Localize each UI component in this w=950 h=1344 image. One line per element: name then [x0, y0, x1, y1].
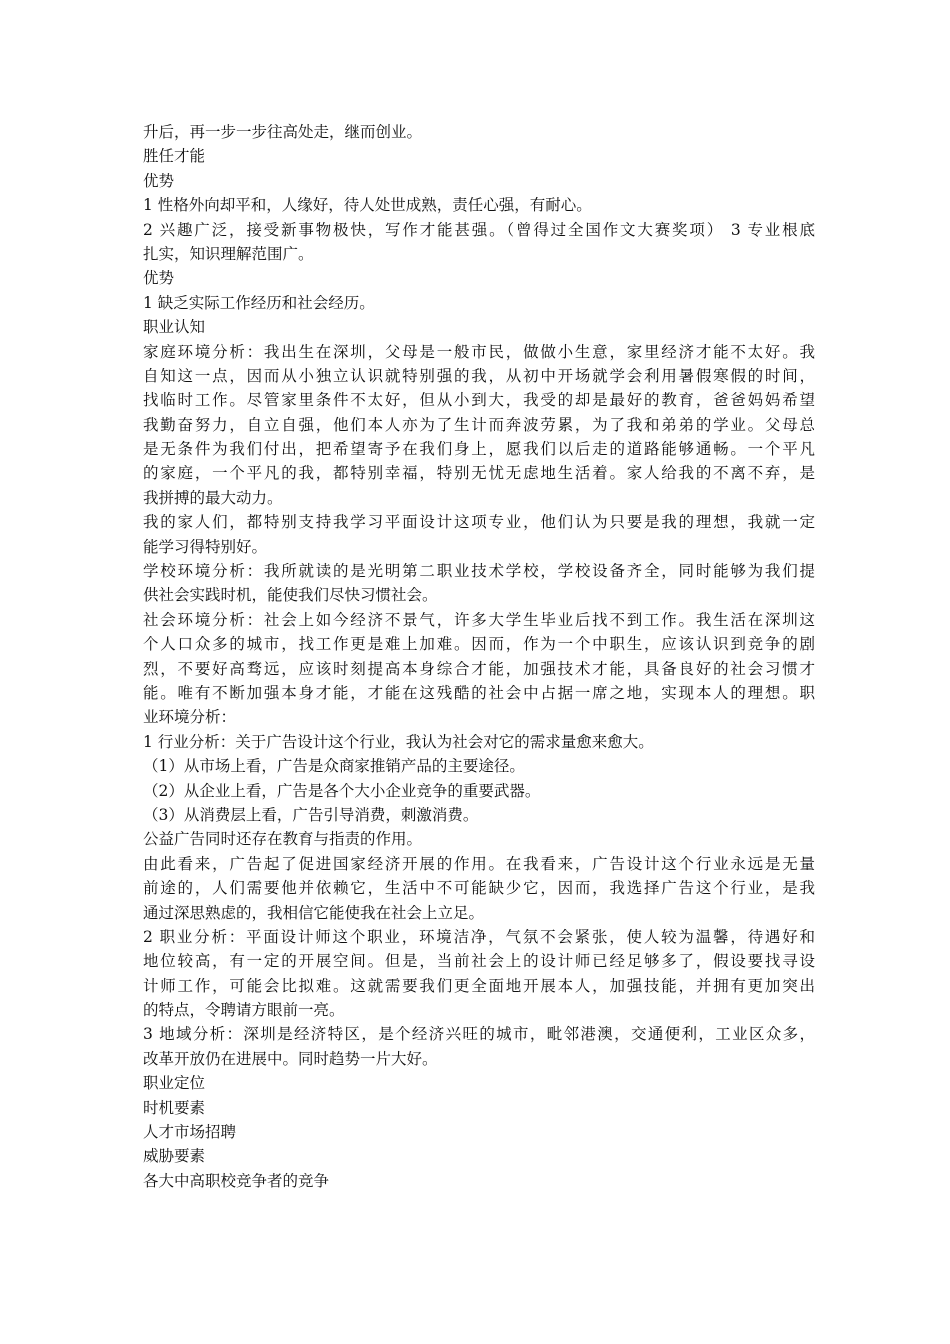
section-heading: 胜任才能	[143, 147, 206, 166]
text-line: 自知这一点，因而从小独立认识就特别强的我，从初中开场就学会利用暑假寒假的时间，	[143, 366, 815, 385]
text-line: 社会环境分析：社会上如今经济不景气，许多大学生毕业后找不到工作。我生活在深圳这	[143, 610, 815, 629]
text-line: 是无条件为我们付出，把希望寄予在我们身上，愿我们以后走的道路能够通畅。一个平凡	[143, 440, 815, 459]
text-line: 扎实，知识理解范围广。	[143, 244, 314, 263]
text-line: 我的家人们，都特别支持我学习平面设计这项专业，他们认为只要是我的理想，我就一定	[143, 513, 815, 532]
text-line: 3 地域分析：深圳是经济特区，是个经济兴旺的城市，毗邻港澳，交通便利，工业区众多，	[143, 1025, 815, 1044]
text-line: 学校环境分析：我所就读的是光明第二职业技术学校，学校设备齐全，同时能够为我们提	[143, 562, 815, 581]
list-item: （2）从企业上看，广告是各个大小企业竞争的重要武器。	[143, 781, 541, 800]
text-line: 前途的，人们需要他并依赖它，生活中不可能缺少它，因而，我选择广告这个行业，是我	[143, 879, 815, 898]
section-heading: 职业认知	[143, 318, 206, 337]
text-line: 各大中高职校竞争者的竞争	[143, 1171, 330, 1190]
text-line: 个人口众多的城市，找工作更是难上加难。因而，作为一个中职生，应该认识到竞争的剧	[143, 635, 815, 654]
text-line: 能学习得特别好。	[143, 537, 268, 556]
section-heading: 职业定位	[143, 1074, 206, 1093]
text-line: 1 性格外向却平和，人缘好，待人处世成熟，责任心强，有耐心。	[143, 196, 592, 215]
text-line: 升后，再一步一步往高处走，继而创业。	[143, 123, 423, 141]
text-line: 找临时工作。尽管家里条件不太好，但从小到大，我受的却是最好的教育，爸爸妈妈希望	[143, 391, 815, 410]
text-line: 能。唯有不断加强本身才能，才能在这残酷的社会中占据一席之地，实现本人的理想。职	[143, 683, 815, 702]
text-line: 的家庭，一个平凡的我，都特别幸福，特别无忧无虑地生活着。家人给我的不离不弃，是	[143, 464, 815, 483]
text-line: 1 行业分析：关于广告设计这个行业，我认为社会对它的需求量愈来愈大。	[143, 732, 654, 751]
text-line: 由此看来，广告起了促进国家经济开展的作用。在我看来，广告设计这个行业永远是无量	[143, 854, 815, 873]
text-line: 业环境分析：	[143, 708, 237, 727]
text-line: 2 职业分析：平面设计师这个职业，环境洁净，气氛不会紧张，使人较为温馨，待遇好和	[143, 927, 815, 946]
section-heading: 时机要素	[143, 1098, 206, 1117]
section-heading: 优势	[143, 171, 175, 190]
list-item: （3）从消费层上看，广告引导消费，刺激消费。	[143, 805, 479, 824]
document-body	[143, 120, 815, 1193]
text-line: 通过深思熟虑的，我相信它能使我在社会上立足。	[143, 903, 485, 922]
text-line: 1 缺乏实际工作经历和社会经历。	[143, 293, 375, 312]
section-heading: 优势	[143, 269, 175, 288]
section-heading: 威胁要素	[143, 1147, 206, 1166]
text-line: 家庭环境分析：我出生在深圳，父母是一般市民，做做小生意，家里经济才能不太好。我	[143, 342, 815, 361]
text-line: 2 兴趣广泛，接受新事物极快，写作才能甚强。（曾得过全国作文大赛奖项） 3 专业根底	[143, 220, 815, 239]
text-line: 地位较高，有一定的开展空间。但是，当前社会上的设计师已经足够多了，假设要找寻设	[143, 952, 815, 971]
text-line: 计师工作，可能会比拟难。这就需要我们更全面地开展本人，加强技能，并拥有更加突出	[143, 976, 815, 995]
text-line: 我勤奋努力，自立自强，他们本人亦为了生计而奔波劳累，为了我和弟弟的学业。父母总	[143, 415, 815, 434]
list-item: （1）从市场上看，广告是众商家推销产品的主要途径。	[143, 757, 525, 776]
text-line: 改革开放仍在进展中。同时趋势一片大好。	[143, 1049, 438, 1068]
text-line: 公益广告同时还存在教育与指责的作用。	[143, 830, 423, 849]
text-line: 我拼搏的最大动力。	[143, 488, 283, 507]
text-line: 人才市场招聘	[143, 1123, 237, 1142]
text-line: 的特点，令聘请方眼前一亮。	[143, 1001, 345, 1020]
text-line: 烈，不要好高骛远，应该时刻提高本身综合才能，加强技术才能，具备良好的社会习惯才	[143, 659, 815, 678]
text-line: 供社会实践时机，能使我们尽快习惯社会。	[143, 586, 438, 605]
